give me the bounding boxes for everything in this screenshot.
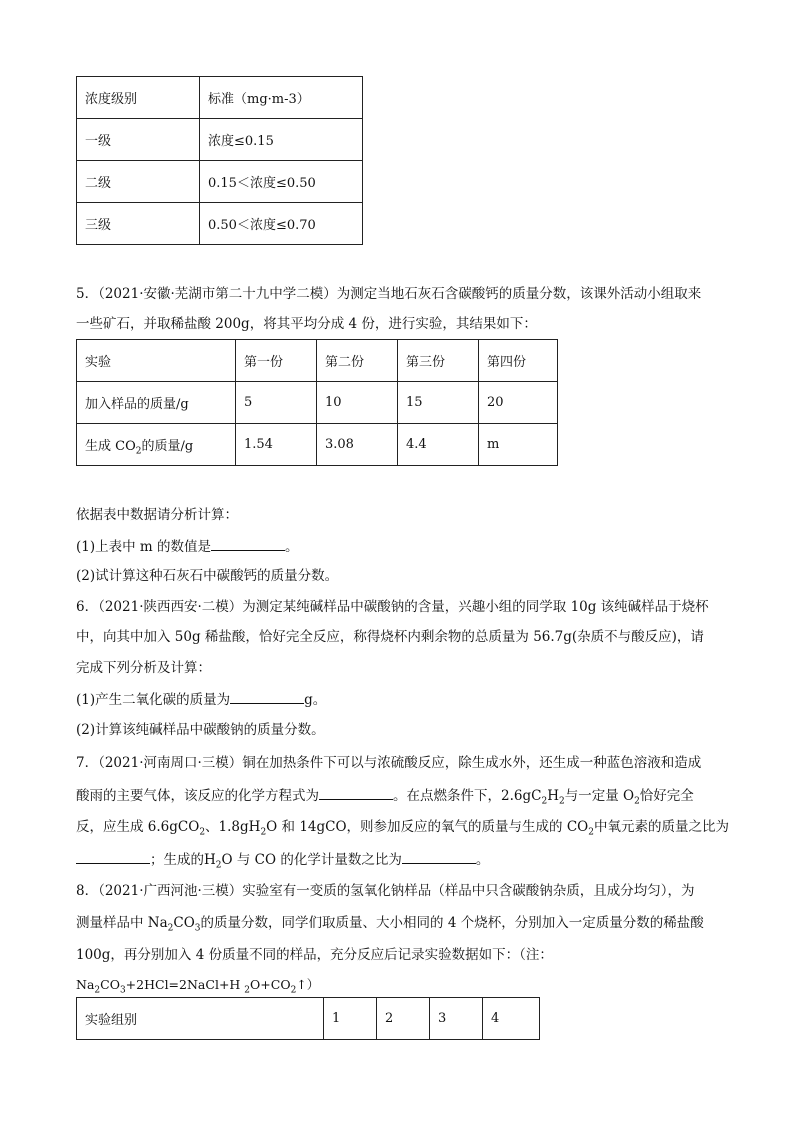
text: 测量样品中 Na	[76, 915, 168, 931]
text: (1)上表中 m 的数值是	[76, 539, 212, 555]
text: O+CO	[250, 977, 291, 992]
answer-blank[interactable]	[402, 849, 476, 864]
text: 反，应生成 6.6gCO	[76, 819, 200, 835]
text: 酸雨的主要气体，该反应的化学方程式为	[76, 788, 319, 804]
table-cell: 15	[398, 382, 479, 424]
text: +2HCl=2NaCl+H	[125, 977, 245, 992]
table-header-cell: 2	[377, 998, 430, 1040]
table-cell: 二级	[77, 161, 200, 203]
answer-blank[interactable]	[230, 689, 304, 704]
table-cell: m	[479, 424, 558, 466]
label-text: 的质量/g	[141, 439, 194, 454]
q6-sub2: (2)计算该纯碱样品中碳酸钠的质量分数。	[76, 722, 325, 738]
table-header-cell: 第一份	[236, 340, 317, 382]
text: CO	[173, 915, 195, 931]
text: CO	[100, 977, 120, 992]
q5-line2: 一些矿石，并取稀盐酸 200g，将其平均分成 4 份，进行实验，其结果如下：	[76, 316, 537, 332]
table-cell: 加入样品的质量/g	[77, 382, 236, 424]
q5-sub1	[76, 536, 299, 557]
subscript: 2	[541, 796, 548, 807]
q5-analysis: 依据表中数据请分析计算：	[76, 507, 238, 523]
subscript: 2	[167, 923, 174, 934]
text: O 与 CO 的化学计量数之比为	[221, 852, 402, 868]
q7-line1: 7．（2021·河南周口·三模）铜在加热条件下可以与浓硫酸反应，除生成水外，还生成一种蓝色溶液和造成	[76, 755, 702, 771]
table-cell: 浓度级别	[77, 77, 200, 119]
label-text: 生成 CO	[85, 439, 136, 454]
table-cell: 0.50＜浓度≤0.70	[200, 203, 363, 245]
table-header-cell: 实验	[77, 340, 236, 382]
text: ↑）	[296, 977, 320, 992]
subscript: 3	[194, 923, 201, 934]
table-header-cell: 第四份	[479, 340, 558, 382]
table-header-cell: 1	[324, 998, 377, 1040]
answer-blank[interactable]	[319, 785, 393, 800]
table-header-cell: 3	[430, 998, 483, 1040]
table-cell: 浓度≤0.15	[200, 119, 363, 161]
q7-line2	[76, 785, 694, 806]
text: O 和 14gCO，则参加反应的氧气的质量与生成的 CO	[266, 819, 589, 835]
table-header-cell: 第三份	[398, 340, 479, 382]
table-cell: 1.54	[236, 424, 317, 466]
q6-line2: 中，向其中加入 50g 稀盐酸，恰好完全反应，称得烧杯内剩余物的总质量为 56.7g(杂质不与酸反应)，请	[76, 629, 704, 645]
subscript: 2	[634, 796, 640, 807]
subscript: 2	[244, 985, 251, 996]
subscript: 2	[199, 827, 206, 838]
text: 。	[475, 852, 490, 868]
q5-sub2: (2)试计算这种石灰石中碳酸钙的质量分数。	[76, 568, 339, 584]
subscript: 2	[290, 985, 297, 996]
subscript: 2	[260, 827, 267, 838]
text: 。	[285, 539, 299, 555]
q8-table	[76, 997, 540, 1040]
table-cell: 5	[236, 382, 317, 424]
table-cell: 0.15＜浓度≤0.50	[200, 161, 363, 203]
table-cell	[77, 424, 236, 466]
text: ；生成的H	[150, 852, 216, 868]
q6-line3: 完成下列分析及计算：	[76, 660, 211, 676]
subscript: 2	[135, 446, 142, 457]
q6-sub1	[76, 689, 326, 710]
q6-line1: 6．（2021·陕西西安·二模）为测定某纯碱样品中碳酸钠的含量，兴趣小组的同学取 10g 该纯碱样品于烧杯	[76, 599, 709, 615]
text: 。在点燃条件下，2.6gC	[393, 788, 542, 804]
unit-label: 标准（mg·m-3）	[208, 92, 310, 107]
answer-blank[interactable]	[76, 849, 150, 864]
text: 中氧元素的质量之比为	[593, 819, 729, 835]
q8-equation	[76, 975, 319, 995]
table-cell: 10	[317, 382, 398, 424]
q5-line1: 5．（2021·安徽·芜湖市第二十九中学二模）为测定当地石灰石含碳酸钙的质量分数，该课外活动小组取来	[76, 286, 702, 302]
q7-line4	[76, 849, 489, 870]
text: Na	[76, 977, 95, 992]
subscript: 3	[119, 985, 126, 996]
subscript: 2	[215, 860, 222, 871]
table-cell: 一级	[77, 119, 200, 161]
table-header-cell: 实验组别	[77, 998, 324, 1040]
subscript: 2	[94, 985, 101, 996]
text: 恰好完全	[639, 788, 694, 804]
q8-line3: 100g，再分别加入 4 份质量不同的样品，充分反应后记录实验数据如下：（注：	[76, 947, 553, 963]
text: H	[547, 788, 559, 804]
text: 、1.8gH	[205, 819, 261, 835]
table-header-cell: 第二份	[317, 340, 398, 382]
answer-blank[interactable]	[211, 536, 285, 551]
q8-line2	[76, 913, 704, 933]
table-cell	[200, 77, 363, 119]
table-cell: 20	[479, 382, 558, 424]
subscript: 2	[558, 796, 565, 807]
table-header-cell: 4	[483, 998, 540, 1040]
text: 的质量分数，同学们取质量、大小相同的 4 个烧杯，分别加入一定质量分数的稀盐酸	[200, 915, 704, 931]
q8-line1: 8．（2021·广西河池·三模）实验室有一变质的氢氧化钠样品（样品中只含碳酸钠杂质，且成分均匀），为	[76, 883, 695, 899]
q7-line3	[76, 817, 729, 837]
table-cell: 三级	[77, 203, 200, 245]
table-cell: 4.4	[398, 424, 479, 466]
q5-table	[76, 339, 558, 466]
text: g。	[304, 692, 327, 708]
table-cell: 3.08	[317, 424, 398, 466]
concentration-table	[76, 76, 363, 245]
text: 与一定量 O	[564, 788, 635, 804]
subscript: 2	[588, 827, 594, 838]
text: (1)产生二氧化碳的质量为	[76, 692, 231, 708]
